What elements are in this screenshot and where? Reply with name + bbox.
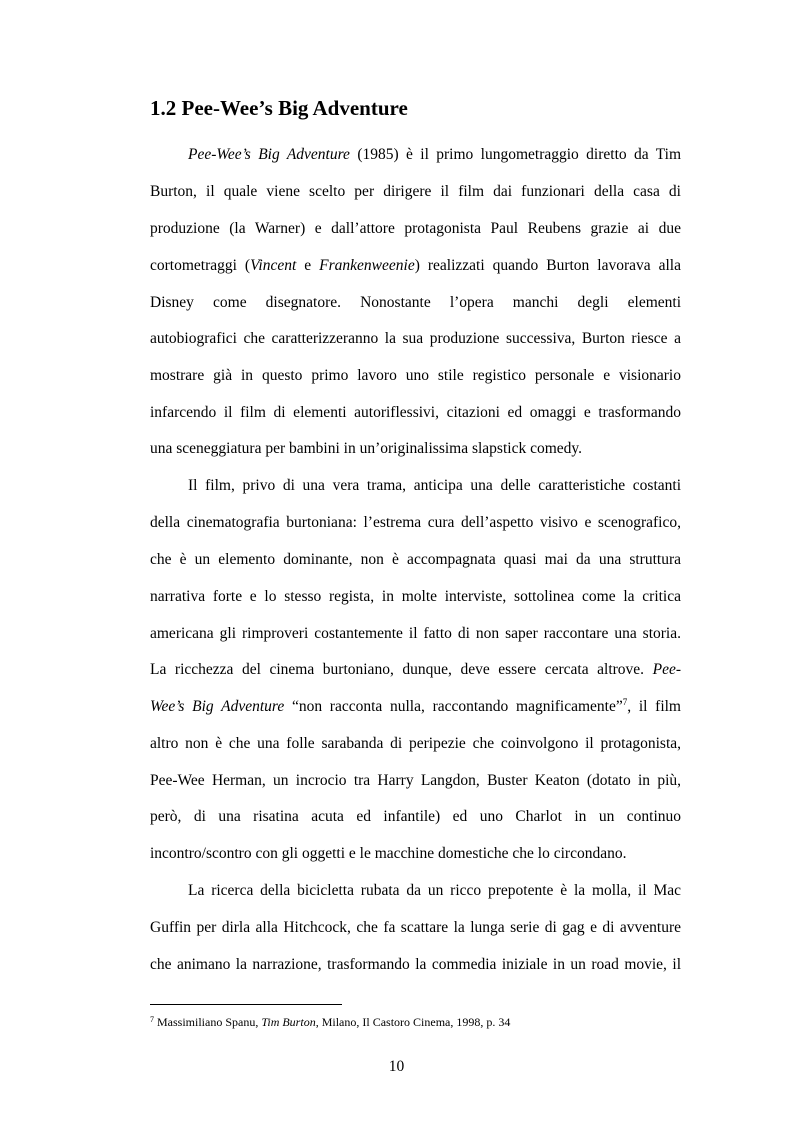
- paragraph-3-line-2: Guffin per dirla alla Hitchcock, che fa scattare la lunga serie di gag e di avventure: [150, 919, 681, 936]
- paragraph-3-line-1: La ricerca della bicicletta rubata da un ricco prepotente è la molla, il Mac: [188, 882, 681, 899]
- paragraph-1-line-6: autobiografici che caratterizzeranno la sua produzione successiva, Burton riesce a: [150, 330, 681, 347]
- paragraph-2-line-9: Pee-Wee Herman, un incrocio tra Harry Langdon, Buster Keaton (dotato in più,: [150, 772, 681, 789]
- paragraph-2-line-1: Il film, privo di una vera trama, anticipa una delle caratteristiche costanti: [188, 477, 681, 494]
- paragraph-2-line-7: Wee’s Big Adventure “non racconta nulla, raccontando magnificamente”$^7$, il film: [150, 697, 681, 715]
- paragraph-1-line-8: infarcendo il film di elementi autoriflessivi, citazioni ed omaggi e trasformando: [150, 404, 681, 421]
- paragraph-1-line-4: cortometraggi (Vincent e Frankenweenie) realizzati quando Burton lavorava alla: [150, 257, 681, 274]
- paragraph-3-line-3: che animano la narrazione, trasformando la commedia iniziale in un road movie, il: [150, 956, 681, 973]
- paragraph-1-line-1: Pee-Wee’s Big Adventure (1985) è il primo lungometraggio diretto da Tim: [188, 146, 681, 163]
- paragraph-2-line-2: della cinematografia burtoniana: l’estrema cura dell’aspetto visivo e scenografico,: [150, 514, 681, 531]
- page-number: 10: [388, 1058, 405, 1075]
- paragraph-2-line-10: però, di una risatina acuta ed infantile) ed uno Charlot in un continuo: [150, 808, 681, 825]
- paragraph-2-line-5: americana gli rimproveri costantemente il fatto di non saper raccontare una storia.: [150, 625, 681, 642]
- paragraph-2-line-3: che è un elemento dominante, non è accompagnata quasi mai da una struttura: [150, 551, 681, 568]
- footnote-divider: [150, 1004, 342, 1005]
- paragraph-2-line-11: incontro/scontro con gli oggetti e le macchine domestiche che lo circondano.: [150, 845, 627, 862]
- paragraph-1-line-5: Disney come disegnatore. Nonostante l’opera manchi degli elementi: [150, 294, 681, 311]
- footnote-reference[interactable]: 7: [622, 697, 628, 707]
- paragraph-1-line-9: una sceneggiatura per bambini in un’originalissima slapstick comedy.: [150, 440, 583, 457]
- paragraph-1-line-2: Burton, il quale viene scelto per dirigere il film dai funzionari della casa di: [150, 183, 681, 200]
- paragraph-2-line-8: altro non è che una folle sarabanda di peripezie che coinvolgono il protagonista,: [150, 735, 681, 752]
- paragraph-2-line-4: narrativa forte e lo stesso regista, in molte interviste, sottolinea come la critica: [150, 588, 681, 605]
- section-heading: 1.2 Pee-Wee’s Big Adventure: [150, 96, 408, 120]
- paragraph-1-line-7: mostrare già in questo primo lavoro uno stile registico personale e visionario: [150, 367, 681, 384]
- footnote-number: 7: [150, 1015, 154, 1024]
- paragraph-1-line-3: produzione (la Warner) e dall’attore protagonista Paul Reubens grazie ai due: [150, 220, 681, 237]
- footnote: $^7$ Massimiliano Spanu, Tim Burton, Milano, Il Castoro Cinema, 1998, p. 34: [150, 1015, 511, 1029]
- paragraph-2-line-6: La ricchezza del cinema burtoniano, dunque, deve essere cercata altrove. Pee-: [150, 661, 681, 678]
